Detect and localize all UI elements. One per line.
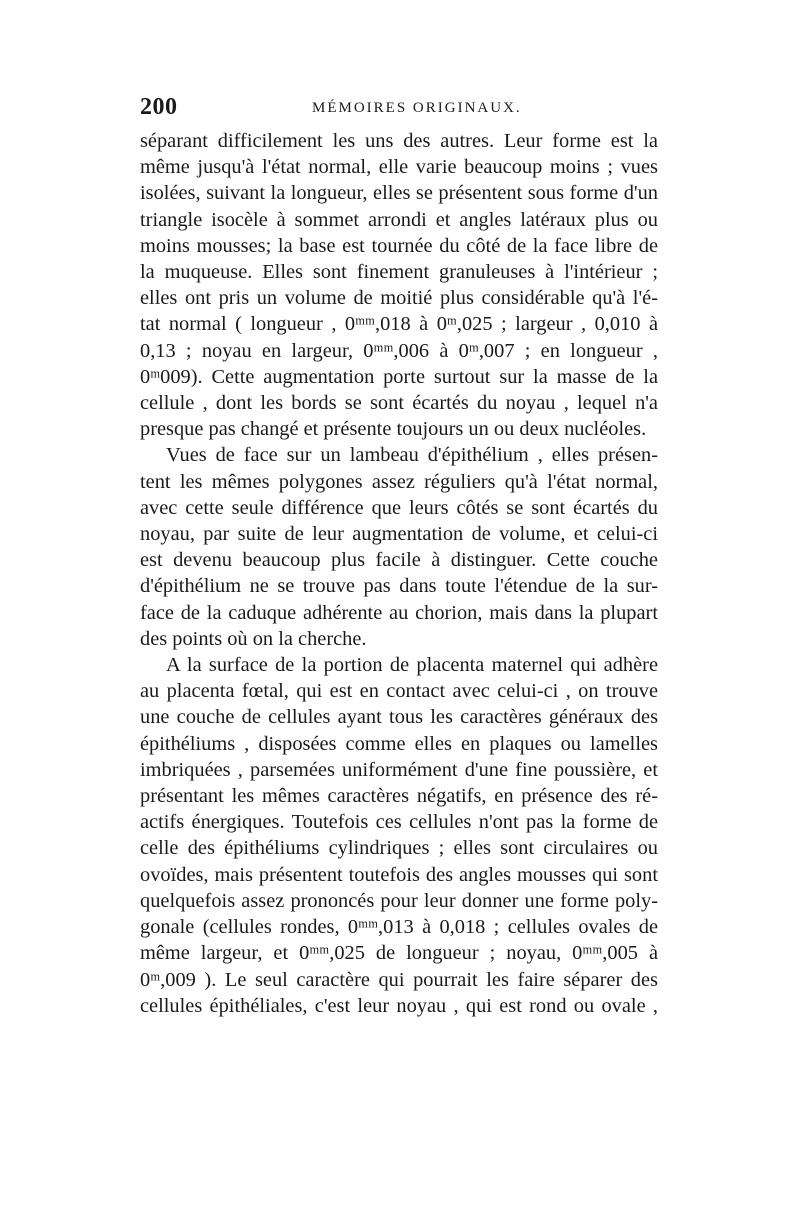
text-line: même jusqu'à l'état normal, elle varie beaucoup moins ; vues	[140, 156, 658, 179]
text-line: quelquefois assez prononcés pour leur donner une forme poly-	[140, 889, 658, 912]
text-line: est devenu beaucoup plus facile à distinguer. Cette couche	[140, 549, 658, 572]
paragraph-3	[140, 652, 658, 1019]
paragraph-2	[140, 442, 658, 652]
text-line: des points où on la cherche.	[140, 627, 367, 650]
text-line: séparant difficilement les uns des autres. Leur forme est la	[140, 130, 658, 152]
text-line: présentant les mêmes caractères négatifs, en présence des ré-	[140, 785, 658, 808]
text-line: épithéliums , disposées comme elles en plaques ou lamelles	[140, 732, 658, 755]
body-text	[140, 128, 658, 1019]
text-line: tat normal ( longueur , 0ᵐᵐ,018 à 0ᵐ,025 ; largeur , 0,010 à	[140, 313, 658, 336]
text-line: la muqueuse. Elles sont finement granuleuses à l'intérieur ;	[140, 261, 658, 284]
text-line: une couche de cellules ayant tous les caractères généraux des	[140, 706, 658, 729]
text-line: face de la caduque adhérente au chorion, mais dans la plupart	[140, 601, 658, 624]
text-line: 0ᵐ009). Cette augmentation porte surtout sur la masse de la	[140, 365, 658, 388]
text-line: 0ᵐ,009 ). Le seul caractère qui pourrait les faire séparer des	[140, 968, 658, 991]
text-line: d'épithélium ne se trouve pas dans toute l'étendue de la sur-	[140, 575, 658, 598]
text-line: elles ont pris un volume de moitié plus considérable qu'à l'é-	[140, 287, 658, 310]
paragraph-1	[140, 128, 658, 442]
text-line: triangle isocèle à sommet arrondi et angles latéraux plus ou	[140, 208, 658, 231]
page-number: 200	[140, 94, 178, 120]
text-line: imbriquées , parsemées uniformément d'une fine poussière, et	[140, 758, 658, 781]
text-line: presque pas changé et présente toujours un ou deux nucléoles.	[140, 418, 647, 441]
page-header	[140, 94, 660, 124]
text-line: A la surface de la portion de placenta maternel qui adhère	[166, 654, 658, 677]
text-line: gonale (cellules rondes, 0ᵐᵐ,013 à 0,018 ; cellules ovales de	[140, 916, 658, 939]
text-line: isolées, suivant la longueur, elles se présentent sous forme d'un	[140, 182, 658, 205]
text-line: cellule , dont les bords se sont écartés du noyau , lequel n'a	[140, 392, 658, 415]
text-line: même largeur, et 0ᵐᵐ,025 de longueur ; noyau, 0ᵐᵐ,005 à	[140, 942, 658, 965]
text-line: celle des épithéliums cylindriques ; elles sont circulaires ou	[140, 837, 658, 860]
text-line: avec cette seule différence que leurs côtés se sont écartés du	[140, 496, 658, 519]
text-line: au placenta fœtal, qui est en contact avec celui-ci , on trouve	[140, 680, 658, 703]
text-line: tent les mêmes polygones assez réguliers qu'à l'état normal,	[140, 470, 658, 493]
text-line: 0,13 ; noyau en largeur, 0ᵐᵐ,006 à 0ᵐ,007 ; en longueur ,	[140, 339, 658, 362]
text-line: ovoïdes, mais présentent toutefois des angles mousses qui sont	[140, 863, 658, 886]
text-line: noyau, par suite de leur augmentation de volume, et celui-ci	[140, 523, 658, 546]
text-line: moins mousses; la base est tournée du côté de la face libre de	[140, 234, 658, 257]
text-line: actifs énergiques. Toutefois ces cellules n'ont pas la forme de	[140, 811, 658, 834]
text-line: cellules épithéliales, c'est leur noyau , qui est rond ou ovale ,	[140, 994, 658, 1017]
running-head: MÉMOIRES ORIGINAUX.	[312, 100, 522, 116]
text-line: Vues de face sur un lambeau d'épithélium , elles présen-	[166, 444, 658, 467]
